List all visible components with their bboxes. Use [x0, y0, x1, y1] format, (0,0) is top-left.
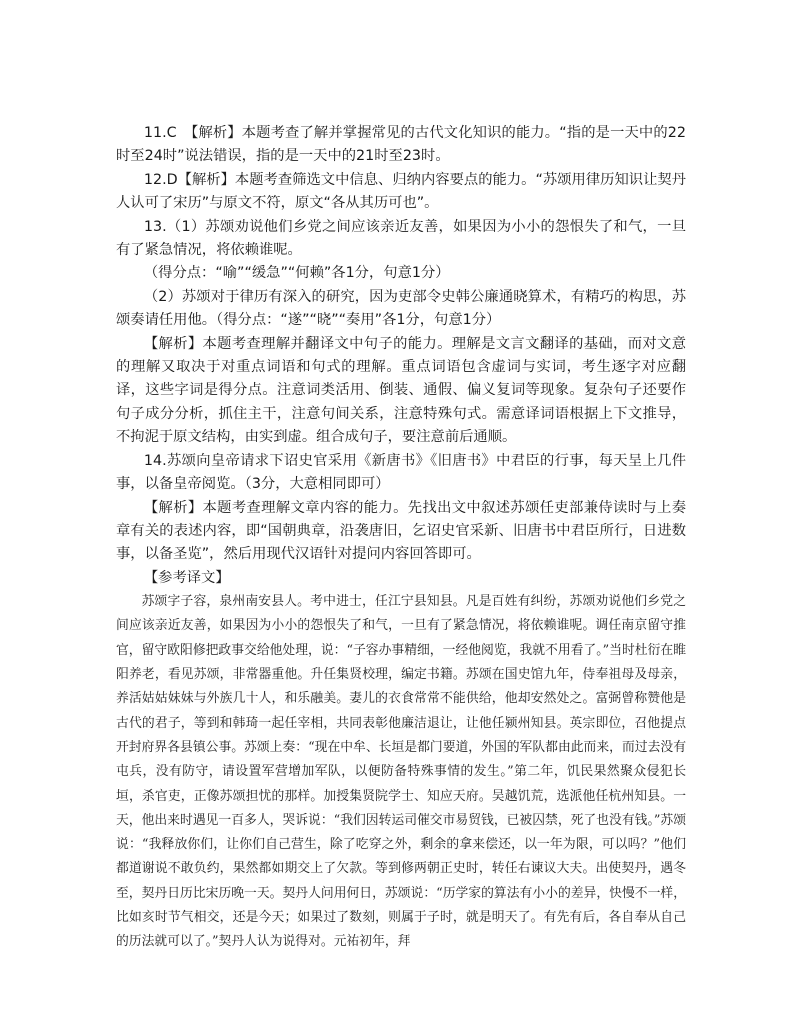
answer-13-analysis: 【解析】本题考查理解并翻译文中句子的能力。理解是文言文翻译的基础，而对文意的理解又取决于对重点词语和句式的理解。重点词语包含虚词与实词，考生逐字对应翻译，这些字词是得分点。注意词类活用、倒装、通假、偏义复词等现象。复杂句子还要作句子成分分析，抓住主干，注意句间关系，注意特殊句式。需意译词语根据上下文推导，不拘泥于原文结构，由实到虚。组合成句子，要注意前后通顺。	[116, 335, 686, 446]
reference-translation-heading: 【参考译文】	[143, 569, 230, 586]
answer-13-part2: （2）苏颂对于律历有深入的研究，因为吏部令史韩公廉通晓算术，有精巧的构思，苏颂奏请任用他。（得分点：“遂”“晓”“奏用”各1分，句意1分）	[116, 288, 686, 329]
answer-page	[116, 122, 686, 955]
reference-translation-text: 苏颂字子容，泉州南安县人。考中进士，任江宁县知县。凡是百姓有纠纷，苏颂劝说他们乡党之间应该亲近友善，如果因为小小的怨恨失了和气，一旦有了紧急情况，将依赖谁呢。调任南京留守推官，留守欧阳修把政事交给他处理，说：“子容办事精细，一经他阅览，我就不用看了。”当时杜衍在睢阳养老，看见苏颂，非常器重他。升任集贤校理，编定书籍。苏颂在国史馆九年，侍奉祖母及母亲，养活姑姑妹妹与外族几十人，和乐融美。妻儿的衣食常常不能供给，他却安然处之。富弼曾称赞他是古代的君子，等到和韩琦一起任宰相，共同表彰他廉洁退让，让他任颍州知县。英宗即位，召他提点开封府界各县镇公事。苏颂上奏：“现在中牟、长垣是都门要道，外国的军队都由此而来，而过去没有屯兵，没有防守，请设置军营增加军队，以便防备特殊事情的发生。”第二年，饥民果然聚众侵犯长垣，杀官吏，正像苏颂担忧的那样。加授集贤院学士、知应天府。吴越饥荒，选派他任杭州知县。一天，他出来时遇见一百多人，哭诉说：“我们因转运司催交市易贸钱，已被囚禁，死了也没有钱。”苏颂说：“我释放你们，让你们自己营生，除了吃穿之外，剩余的拿来偿还，以一年为限，可以吗？”他们都道谢说不敢负约，果然都如期交上了欠款。等到修两朝正史时，转任右谏议大夫。出使契丹，遇冬至，契丹日历比宋历晚一天。契丹人问用何日，苏颂说：“历学家的算法有小小的差异，快慢不一样，比如亥时节气相交，还是今天；如果过了数刻，则属于子时，就是明天了。有先有后，各自奉从自己的历法就可以了。”契丹人认为说得对。元祐初年，拜	[116, 594, 686, 950]
answer-11: 11.C 【解析】本题考查了解并掌握常见的古代文化知识的能力。“指的是一天中的22时至24时”说法错误，指的是一天中的21时至23时。	[116, 125, 686, 165]
answer-13-part1-score: （得分点：“喻”“缓急”“何赖”各1分，句意1分）	[143, 265, 450, 282]
answer-12: 12.D【解析】本题考查筛选文中信息、归纳内容要点的能力。“苏颂用律历知识让契丹人认可了宋历”与原文不符，原文“各从其历可也”。	[116, 171, 686, 212]
answer-14: 14.苏颂向皇帝请求下诏史官采用《新唐书》《旧唐书》中君臣的行事，每天呈上几件事，以备皇帝阅览。（3分，大意相同即可）	[116, 452, 686, 493]
answer-13-part1: 13.（1）苏颂劝说他们乡党之间应该亲近友善，如果因为小小的怨恨失了和气，一旦有了紧急情况，将依赖谁呢。	[116, 218, 686, 259]
answer-14-analysis: 【解析】本题考查理解文章内容的能力。先找出文中叙述苏颂任吏部兼侍读时与上奏章有关的表述内容，即“国朝典章，沿袭唐旧，乞诏史官采新、旧唐书中君臣所行，日进数事，以备圣览”，然后用现代汉语针对提问内容回答即可。	[116, 499, 686, 563]
